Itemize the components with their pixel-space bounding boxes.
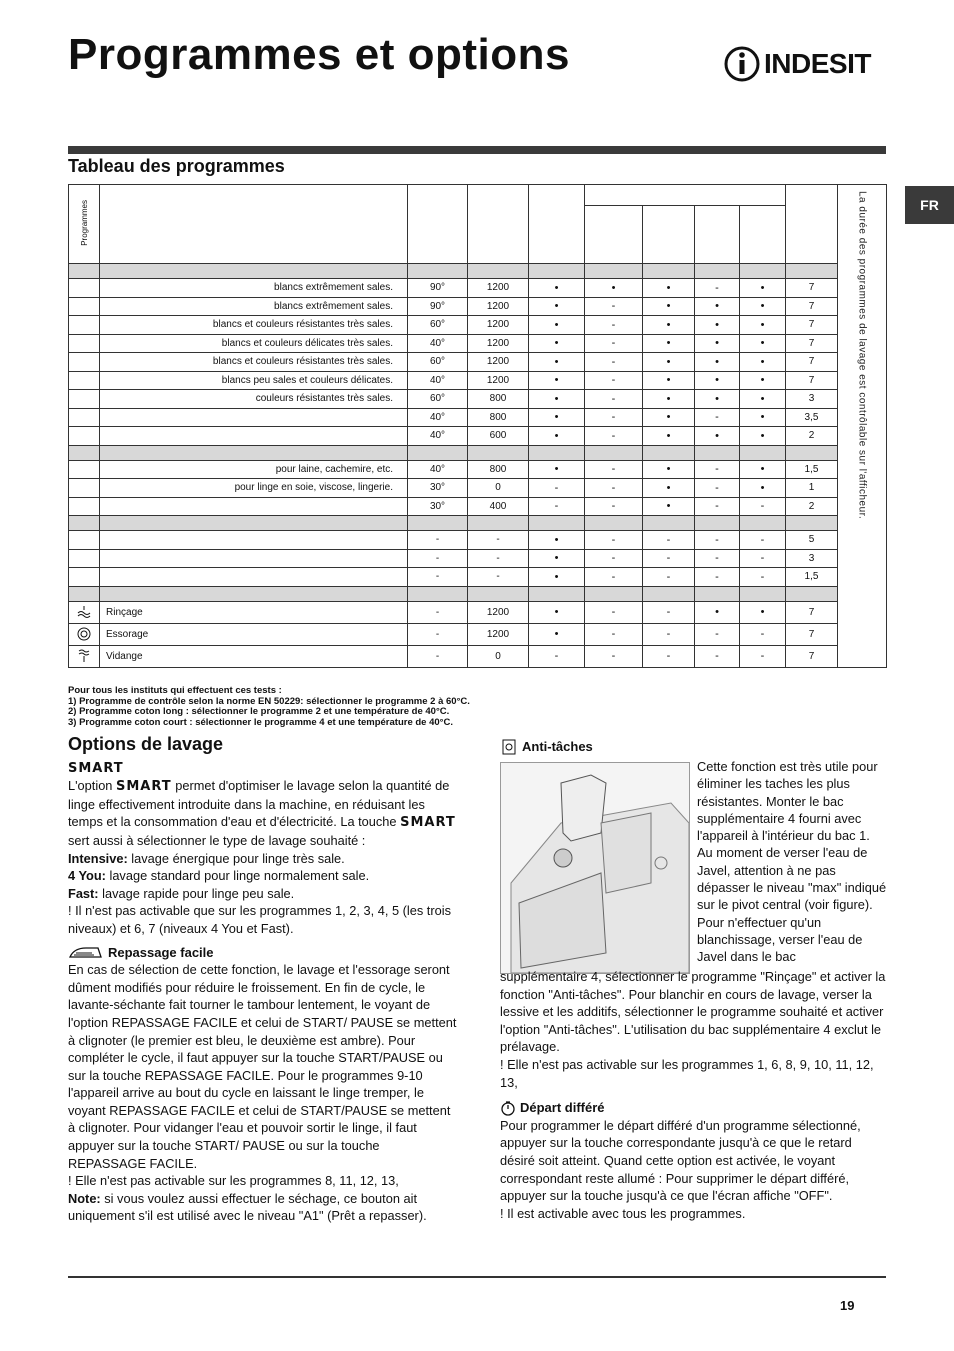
detergent-indicator: •: [529, 568, 585, 587]
detergent-indicator: -: [643, 531, 695, 550]
max-load: 7: [786, 279, 838, 298]
max-spin-speed: 1200: [468, 316, 529, 335]
programme-description: [100, 568, 408, 587]
max-spin-speed: 600: [468, 427, 529, 446]
programme-description: [100, 408, 408, 427]
max-load: 3,5: [786, 408, 838, 427]
programme-number-cell: [69, 316, 100, 335]
section-separator: [69, 264, 887, 279]
programme-number-cell: [69, 549, 100, 568]
programme-number-cell: [69, 279, 100, 298]
max-load: 2: [786, 427, 838, 446]
delay-start-text: Pour programmer le départ différé d'un programme sélectionné, appuyer sur la touche correspondante jusqu'à ce que le retard désiré soit atteint. Quand cette option est activée, le voyant correspondant reste allumé : Pour supprimer le départ différé, appuyer sur la touche jusqu'à ce que l'écran affiche "OFF".: [500, 1117, 861, 1204]
detergent-indicator: -: [585, 297, 643, 316]
max-temperature: 40°: [408, 408, 468, 427]
detergent-indicator: •: [529, 297, 585, 316]
detergent-indicator: •: [740, 371, 786, 390]
rinse-icon: [69, 601, 100, 623]
programme-number-cell: [69, 497, 100, 516]
detergent-indicator: •: [740, 334, 786, 353]
programme-table: [68, 184, 887, 668]
anti-stain-text-bottom: supplémentaire 4, sélectionner le programme "Rinçage" et activer la fonction "Anti-tâches". Pour blanchir en cours de lavage, verser la lessive et les additifs, sélectionner le programme souhaité et activer l'option "Anti-tâches". L'utilisation du bac supplémentaire 4 exclut le prélavage.: [500, 969, 886, 1055]
max-load: 1: [786, 479, 838, 498]
detergent-indicator: -: [643, 645, 695, 667]
max-spin-speed: 400: [468, 497, 529, 516]
detergent-indicator: -: [695, 623, 740, 645]
detergent-indicator: -: [643, 568, 695, 587]
max-load: 1,5: [786, 460, 838, 479]
max-spin-speed: 800: [468, 390, 529, 409]
programme-description: blancs extrêmement sales.: [100, 297, 408, 316]
detergent-indicator: -: [585, 479, 643, 498]
detergent-indicator: -: [529, 497, 585, 516]
section-separator: [69, 586, 887, 601]
detergent-indicator: -: [585, 645, 643, 667]
max-load: 3: [786, 390, 838, 409]
max-temperature: -: [408, 601, 468, 623]
programme-number-cell: [69, 297, 100, 316]
max-temperature: 60°: [408, 390, 468, 409]
page-title: Programmes et options: [68, 30, 570, 79]
iron-option-title: Repassage facile: [68, 944, 458, 962]
detergent-indicator: •: [740, 279, 786, 298]
note-line: 1) Programme de contrôle selon la norme EN 50229: sélectionner le programme 2 à 60°C.: [68, 695, 470, 707]
detergent-indicator: -: [585, 427, 643, 446]
detergent-indicator: •: [695, 371, 740, 390]
detergent-indicator: -: [585, 531, 643, 550]
brand-name: INDESIT: [764, 48, 871, 79]
footer-rule: [68, 1276, 886, 1278]
max-load: 7: [786, 297, 838, 316]
detergent-indicator: -: [695, 645, 740, 667]
iron-description: En cas de sélection de cette fonction, le lavage et l'essorage seront dûment modifiés pour réduire le froissement. En fin de cycle, le lavante-séchante fait tourner le tambour lentement, le voyant de l'option REPASSAGE FACILE et celui de START/ PAUSE se mettent à clignoter (le premier est bleu, le deuxième est ambre). Pour compléter le cycle, il faut appuyer sur la touche START/PAUSE ou sur la touche REPASSAGE FACILE. Pour le programmes 9-10 l'appareil arrive au bout du cycle en laissant le linge tremper, le voyant REPASSAGE FACILE et celui de START/PAUSE se mettent à clignoter. Pour vidanger l'eau et pouvoir sortir le linge, il faut appuyer sur la touche START/ PAUSE ou sur la touche REPASSAGE FACILE.: [68, 962, 457, 1171]
table-row: [69, 623, 887, 645]
detergent-indicator: -: [585, 460, 643, 479]
programme-number-cell: [69, 353, 100, 372]
detergent-indicator: •: [529, 623, 585, 645]
detergent-indicator: •: [643, 408, 695, 427]
detergent-drawer-figure: [500, 762, 690, 974]
programme-description: [100, 549, 408, 568]
options-left-column: [68, 736, 458, 1225]
iron-warning: ! Elle n'est pas activable sur les programmes 8, 11, 12, 13,: [68, 1173, 399, 1189]
max-spin-speed: 1200: [468, 371, 529, 390]
timer-icon: [500, 1100, 516, 1116]
max-load: 7: [786, 623, 838, 645]
table-row: [69, 334, 887, 353]
max-temperature: -: [408, 645, 468, 667]
programme-number-cell: [69, 371, 100, 390]
programme-number-cell: [69, 390, 100, 409]
detergent-indicator: -: [740, 531, 786, 550]
max-temperature: 60°: [408, 353, 468, 372]
programme-description: blancs et couleurs délicates très sales.: [100, 334, 408, 353]
max-temperature: -: [408, 531, 468, 550]
brand-logo: [724, 46, 871, 82]
detergent-indicator: -: [695, 568, 740, 587]
detergent-indicator: •: [643, 460, 695, 479]
programme-description: Vidange: [100, 645, 408, 667]
max-temperature: 90°: [408, 279, 468, 298]
detergent-indicator: •: [529, 408, 585, 427]
detergent-indicator: -: [740, 623, 786, 645]
programme-description: blancs et couleurs résistantes très sales.: [100, 353, 408, 372]
detergent-indicator: •: [695, 353, 740, 372]
detergent-indicator: •: [529, 371, 585, 390]
detergent-indicator: •: [695, 601, 740, 623]
detergent-indicator: -: [585, 568, 643, 587]
programme-number-cell: [69, 479, 100, 498]
indesit-i-icon: [724, 46, 760, 82]
detergent-indicator: •: [695, 334, 740, 353]
detergent-indicator: •: [643, 479, 695, 498]
detergent-indicator: •: [643, 497, 695, 516]
detergent-indicator: •: [529, 316, 585, 335]
programme-number-cell: [69, 334, 100, 353]
detergent-indicator: -: [585, 353, 643, 372]
programme-description: [100, 427, 408, 446]
test-notes: [68, 686, 470, 728]
detergent-indicator: •: [740, 479, 786, 498]
programme-description: Essorage: [100, 623, 408, 645]
max-spin-speed: 0: [468, 645, 529, 667]
options-right-column: [500, 738, 886, 756]
detergent-indicator: -: [695, 408, 740, 427]
drain-icon: [69, 645, 100, 667]
detergent-indicator: •: [643, 390, 695, 409]
section-separator: [69, 516, 887, 531]
detergent-indicator: •: [740, 427, 786, 446]
detergent-indicator: -: [643, 623, 695, 645]
programme-description: blancs peu sales et couleurs délicates.: [100, 371, 408, 390]
programme-description: Rinçage: [100, 601, 408, 623]
max-temperature: -: [408, 623, 468, 645]
programme-number-cell: [69, 427, 100, 446]
max-spin-speed: 800: [468, 408, 529, 427]
anti-stain-icon: [500, 738, 518, 756]
max-spin-speed: 1200: [468, 601, 529, 623]
spin-icon: [69, 623, 100, 645]
detergent-indicator: •: [643, 334, 695, 353]
detergent-indicator: •: [643, 297, 695, 316]
delay-start-title: Départ différé: [500, 1099, 886, 1117]
detergent-indicator: •: [643, 353, 695, 372]
max-spin-speed: 800: [468, 460, 529, 479]
detergent-indicator: •: [740, 316, 786, 335]
anti-stain-warning: ! Elle n'est pas activable sur les programmes 1, 6, 8, 9, 10, 11, 12, 13,: [500, 1056, 874, 1090]
detergent-indicator: -: [585, 371, 643, 390]
programme-description: blancs extrêmement sales.: [100, 279, 408, 298]
programme-description: couleurs résistantes très sales.: [100, 390, 408, 409]
detergent-indicator: -: [695, 497, 740, 516]
delay-start-warning: ! Il est activable avec tous les programmes.: [500, 1205, 746, 1221]
max-spin-speed: 1200: [468, 297, 529, 316]
max-temperature: -: [408, 549, 468, 568]
detergent-indicator: •: [740, 390, 786, 409]
programmes-header: Programmes: [69, 185, 100, 264]
smart-logo: SMART: [68, 760, 124, 776]
table-row: [69, 371, 887, 390]
detergent-indicator: -: [695, 531, 740, 550]
detergent-indicator: •: [585, 279, 643, 298]
detergent-indicator: •: [529, 531, 585, 550]
detergent-indicator: -: [529, 645, 585, 667]
max-temperature: 60°: [408, 316, 468, 335]
detergent-indicator: -: [695, 549, 740, 568]
detergent-indicator: •: [529, 334, 585, 353]
detergent-indicator: -: [695, 460, 740, 479]
max-spin-speed: 1200: [468, 353, 529, 372]
iron-note: Note: si vous voulez aussi effectuer le séchage, ce bouton ait uniquement s'il est utilisé avec le niveau "A1" (Prêt a repasser).: [68, 1190, 427, 1224]
detergent-indicator: -: [585, 334, 643, 353]
detergent-indicator: •: [529, 601, 585, 623]
programme-description: pour linge en soie, viscose, lingerie.: [100, 479, 408, 498]
max-temperature: 90°: [408, 297, 468, 316]
max-spin-speed: -: [468, 549, 529, 568]
detergent-indicator: •: [529, 427, 585, 446]
detergent-indicator: -: [585, 390, 643, 409]
table-row: [69, 279, 887, 298]
detergent-indicator: -: [585, 549, 643, 568]
table-row: [69, 297, 887, 316]
max-temperature: 40°: [408, 334, 468, 353]
detergent-indicator: •: [643, 279, 695, 298]
table-row: [69, 497, 887, 516]
programme-description: pour laine, cachemire, etc.: [100, 460, 408, 479]
table-row: [69, 316, 887, 335]
table-row: [69, 601, 887, 623]
iron-icon: [68, 944, 104, 960]
detergent-indicator: -: [740, 549, 786, 568]
max-temperature: 30°: [408, 479, 468, 498]
programme-number-cell: [69, 568, 100, 587]
detergent-indicator: •: [643, 371, 695, 390]
programme-description: [100, 531, 408, 550]
table-row: [69, 390, 887, 409]
max-load: 7: [786, 334, 838, 353]
smart-4you: 4 You: lavage standard pour linge normalement sale.: [68, 868, 370, 884]
table-row: [69, 353, 887, 372]
max-temperature: 40°: [408, 460, 468, 479]
detergent-indicator: •: [740, 408, 786, 427]
max-load: 7: [786, 645, 838, 667]
table-row: [69, 645, 887, 667]
detergent-indicator: -: [643, 549, 695, 568]
detergent-indicator: -: [585, 623, 643, 645]
detergent-indicator: •: [643, 427, 695, 446]
detergent-indicator: -: [740, 645, 786, 667]
max-spin-speed: 1200: [468, 334, 529, 353]
max-temperature: -: [408, 568, 468, 587]
detergent-indicator: •: [529, 279, 585, 298]
note-line: 3) Programme coton court : sélectionner le programme 4 et une température de 40°C.: [68, 716, 453, 728]
smart-description: L'option SMART permet d'optimiser le lavage selon la quantité de linge effectivement introduite dans la machine, en réduisant les temps et la consommation d'eau et d'électricité. La touche SMART sert aussi à sélectionner le type de lavage souhaité :: [68, 778, 456, 848]
programme-description: [100, 497, 408, 516]
detergent-indicator: -: [585, 497, 643, 516]
table-row: [69, 427, 887, 446]
max-spin-speed: 0: [468, 479, 529, 498]
max-spin-speed: 1200: [468, 623, 529, 645]
max-load: 3: [786, 549, 838, 568]
max-load: 7: [786, 353, 838, 372]
smart-intensive: Intensive: lavage énergique pour linge très sale.: [68, 850, 345, 866]
anti-stain-text-top: Cette fonction est très utile pour éliminer les taches les plus résistantes. Monter le bac supplémentaire 4 fourni avec l'appareil à l'intérieur du bac 1. Au moment de verser l'eau de Javel, attention à ne pas dépasser le niveau "max" indiqué sur le pivot central (voir figure). Pour n'effectuer qu'un blanchissage, verser l'eau de Javel dans le bac: [697, 759, 887, 965]
detergent-indicator: -: [585, 408, 643, 427]
max-load: 7: [786, 371, 838, 390]
max-load: 1,5: [786, 568, 838, 587]
max-load: 7: [786, 601, 838, 623]
anti-stain-continued: [500, 968, 886, 1222]
header-rule: [68, 146, 886, 154]
table-row: [69, 549, 887, 568]
section-separator: [69, 445, 887, 460]
max-spin-speed: -: [468, 531, 529, 550]
detergent-indicator: •: [740, 601, 786, 623]
detergent-indicator: •: [529, 390, 585, 409]
detergent-indicator: •: [740, 460, 786, 479]
detergent-indicator: -: [585, 316, 643, 335]
detergent-indicator: •: [643, 316, 695, 335]
detergent-indicator: •: [740, 353, 786, 372]
max-temperature: 40°: [408, 371, 468, 390]
max-temperature: 40°: [408, 427, 468, 446]
programme-description: blancs et couleurs résistantes très sales.: [100, 316, 408, 335]
max-load: 2: [786, 497, 838, 516]
detergent-indicator: -: [740, 497, 786, 516]
programme-number-cell: [69, 531, 100, 550]
detergent-indicator: •: [695, 390, 740, 409]
note-line: Pour tous les instituts qui effectuent ces tests :: [68, 685, 282, 696]
detergent-indicator: •: [529, 353, 585, 372]
detergent-indicator: -: [740, 568, 786, 587]
table-row: [69, 460, 887, 479]
page-number: 19: [840, 1298, 855, 1313]
table-row: [69, 531, 887, 550]
detergent-indicator: •: [529, 549, 585, 568]
duration-side-note: La durée des programmes de lavage est contrôlable sur l'afficheur.: [838, 185, 887, 668]
max-spin-speed: 1200: [468, 279, 529, 298]
note-line: 2) Programme coton long : sélectionner le programme 2 et une température de 40°C.: [68, 706, 450, 717]
table-title: Tableau des programmes: [68, 156, 285, 176]
programme-number-cell: [69, 408, 100, 427]
smart-warning: ! Il n'est pas activable que sur les programmes 1, 2, 3, 4, 5 (les trois niveaux) et 6, 7 (niveaux 4 You et Fast).: [68, 903, 451, 936]
detergent-indicator: -: [695, 279, 740, 298]
max-load: 5: [786, 531, 838, 550]
max-load: 7: [786, 316, 838, 335]
detergent-indicator: -: [695, 479, 740, 498]
language-tab: FR: [905, 186, 954, 224]
table-row: [69, 408, 887, 427]
anti-stain-title: Anti-tâches: [500, 738, 886, 756]
detergent-indicator: -: [643, 601, 695, 623]
detergent-indicator: -: [585, 601, 643, 623]
options-title: Options de lavage: [68, 734, 224, 754]
table-row: [69, 479, 887, 498]
max-spin-speed: -: [468, 568, 529, 587]
max-temperature: 30°: [408, 497, 468, 516]
detergent-indicator: •: [529, 460, 585, 479]
table-row: [69, 568, 887, 587]
detergent-indicator: •: [740, 297, 786, 316]
detergent-indicator: -: [529, 479, 585, 498]
programme-number-cell: [69, 460, 100, 479]
detergent-indicator: •: [695, 297, 740, 316]
detergent-indicator: •: [695, 427, 740, 446]
detergent-indicator: •: [695, 316, 740, 335]
smart-fast: Fast: lavage rapide pour linge peu sale.: [68, 885, 295, 901]
